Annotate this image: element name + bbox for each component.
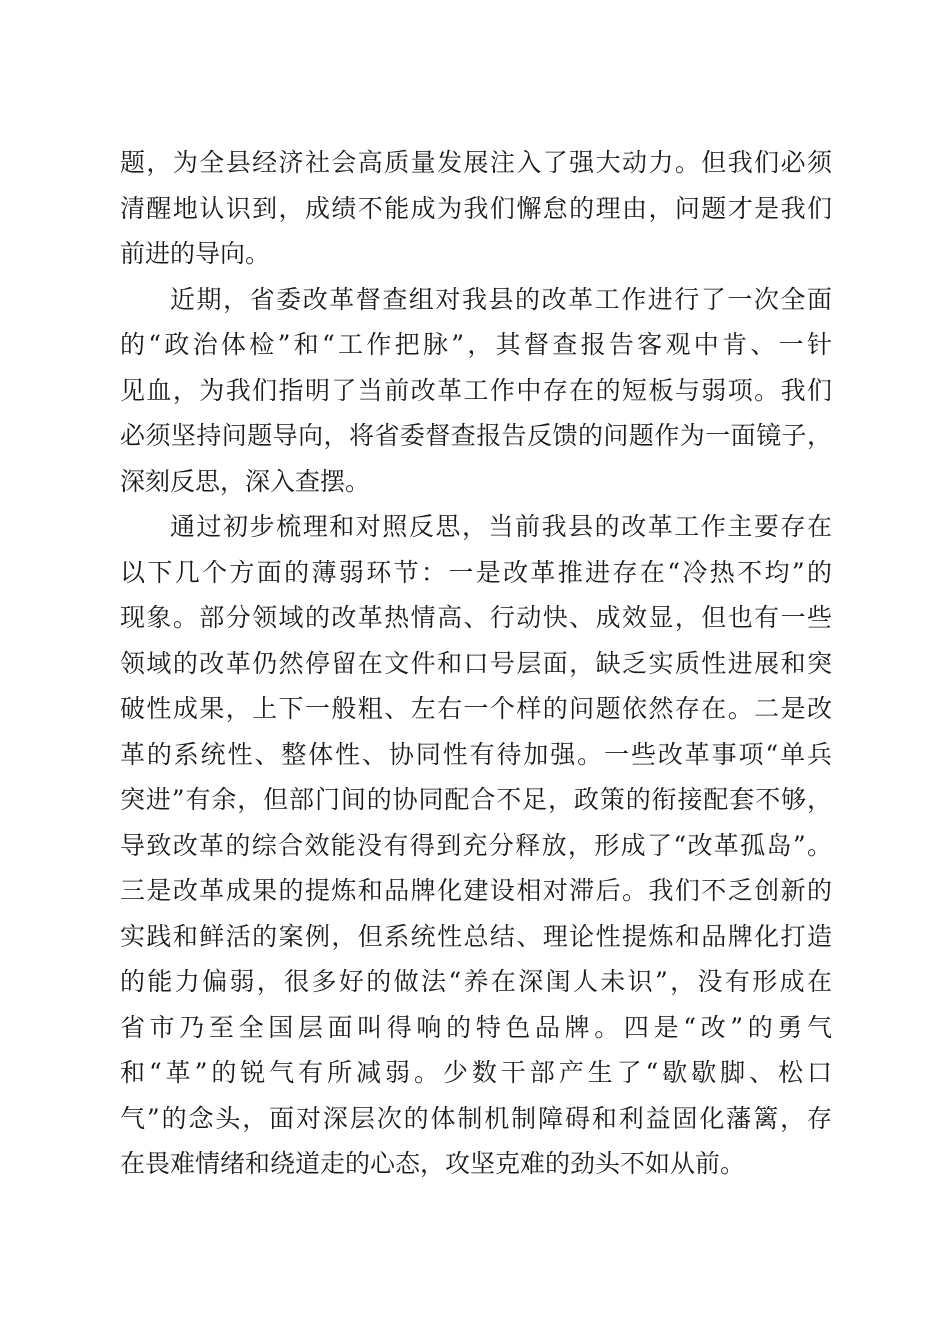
document-body (120, 140, 832, 1187)
text-line: 省市乃至全国层面叫得响的特色品牌。四是“改”的勇气 (120, 1012, 832, 1042)
text-line: 的能力偏弱，很多好的做法“养在深闺人未识”，没有形成在 (120, 967, 832, 996)
text-line: 实践和鲜活的案例，但系统性总结、理论性提炼和品牌化打造 (120, 921, 832, 951)
text-line: 必须坚持问题导向，将省委督查报告反馈的问题作为一面镜子， (120, 421, 832, 450)
paragraph-2 (120, 277, 832, 505)
text-line: 和“革”的锐气有所减弱。少数干部产生了“歇歇脚、松口 (120, 1058, 832, 1087)
text-line: 领域的改革仍然停留在文件和口号层面，缺乏实质性进展和突 (120, 648, 832, 678)
text-line: 以下几个方面的薄弱环节：一是改革推进存在“冷热不均”的 (120, 557, 832, 587)
text-line: 突进”有余，但部门间的协同配合不足，政策的衔接配套不够， (120, 785, 832, 814)
text-line: 清醒地认识到，成绩不能成为我们懈怠的理由，问题才是我们 (120, 193, 832, 223)
text-line: 通过初步梳理和对照反思，当前我县的改革工作主要存在 (170, 512, 832, 541)
text-line: 见血，为我们指明了当前改革工作中存在的短板与弱项。我们 (120, 375, 832, 405)
text-line: 三是改革成果的提炼和品牌化建设相对滞后。我们不乏创新的 (120, 876, 832, 905)
text-line: 的“政治体检”和“工作把脉”，其督查报告客观中肯、一针 (120, 330, 832, 359)
text-line: 导致改革的综合效能没有得到充分释放，形成了“改革孤岛”。 (120, 830, 832, 860)
text-line: 前进的导向。 (120, 239, 271, 268)
paragraph-1 (120, 140, 832, 277)
text-line: 深刻反思，深入查摆。 (120, 466, 371, 496)
text-line: 在畏难情绪和绕道走的心态，攻坚克难的劲头不如从前。 (120, 1149, 746, 1178)
text-line: 近期，省委改革督查组对我县的改革工作进行了一次全面 (170, 284, 832, 314)
paragraph-3 (120, 504, 832, 1187)
text-line: 现象。部分领域的改革热情高、行动快、成效显，但也有一些 (120, 603, 832, 632)
text-line: 题，为全县经济社会高质量发展注入了强大动力。但我们必须 (120, 148, 832, 177)
text-line: 气”的念头，面对深层次的体制机制障碍和利益固化藩篱，存 (120, 1103, 832, 1133)
text-line: 破性成果，上下一般粗、左右一个样的问题依然存在。二是改 (120, 694, 832, 723)
text-line: 革的系统性、整体性、协同性有待加强。一些改革事项“单兵 (120, 739, 832, 769)
